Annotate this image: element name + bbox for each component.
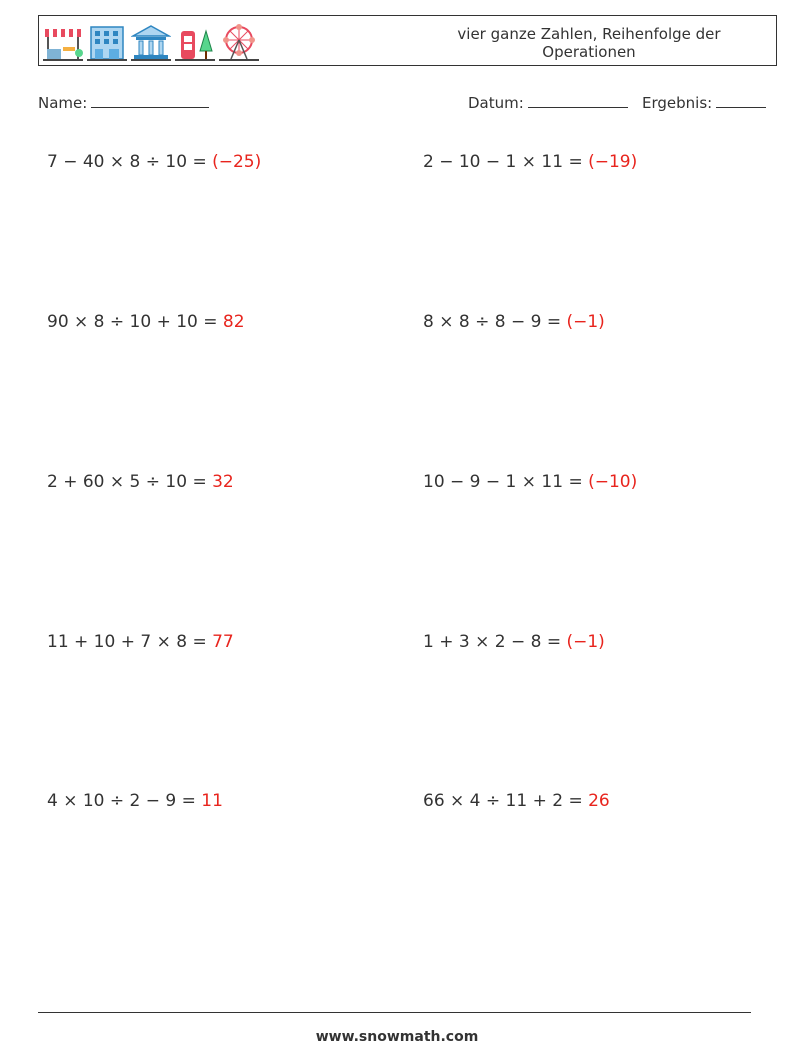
date-label: Datum: [468,94,524,112]
problem-2 [423,152,637,172]
problem-answer: 32 [212,472,234,492]
worksheet-header [38,15,777,66]
problem-expression: 11 + 10 + 7 × 8 = [47,632,213,652]
market-stall-icon [43,23,83,63]
worksheet-title: vier ganze Zahlen, Reihenfolge der Operationen [457,25,721,61]
problem-1 [47,152,261,172]
problem-expression: 66 × 4 ÷ 11 + 2 = [423,791,589,811]
problem-9 [47,791,223,811]
problem-10 [423,791,610,811]
result-blank[interactable] [716,93,766,108]
result-field [642,93,766,112]
problem-4 [423,312,605,332]
problem-expression: 4 × 10 ÷ 2 − 9 = [47,791,202,811]
problem-expression: 1 + 3 × 2 − 8 = [423,632,567,652]
date-field [468,93,628,112]
problem-expression: 7 − 40 × 8 ÷ 10 = [47,152,213,172]
problem-answer: (−1) [566,632,605,652]
problem-expression: 2 − 10 − 1 × 11 = [423,152,589,172]
problem-answer: 11 [201,791,223,811]
problem-answer: (−19) [588,152,638,172]
problem-expression: 90 × 8 ÷ 10 + 10 = [47,312,223,332]
problem-8 [423,632,605,652]
problem-answer: 82 [222,312,245,332]
problem-answer: 26 [588,791,610,811]
problem-5 [47,472,234,492]
footer-url[interactable]: www.snowmath.com [315,1029,479,1045]
problem-answer: (−25) [212,152,262,172]
phone-booth-tree-icon [175,23,215,63]
problem-7 [47,632,234,652]
problem-3 [47,312,245,332]
header-icons [43,19,259,63]
problem-answer: (−10) [588,472,638,492]
name-label: Name: [38,94,88,112]
ferris-wheel-icon [219,23,259,63]
problem-6 [423,472,637,492]
name-field [38,93,209,112]
problem-expression: 8 × 8 ÷ 8 − 9 = [423,312,567,332]
problem-expression: 10 − 9 − 1 × 11 = [423,472,589,492]
apartment-building-icon [87,23,127,63]
problem-answer: 77 [212,632,234,652]
museum-icon [131,23,171,63]
name-blank[interactable] [91,93,209,108]
result-label: Ergebnis: [642,94,713,112]
footer-divider [38,1012,751,1013]
problem-expression: 2 + 60 × 5 ÷ 10 = [47,472,213,492]
date-blank[interactable] [528,93,628,108]
problem-answer: (−1) [566,312,605,332]
